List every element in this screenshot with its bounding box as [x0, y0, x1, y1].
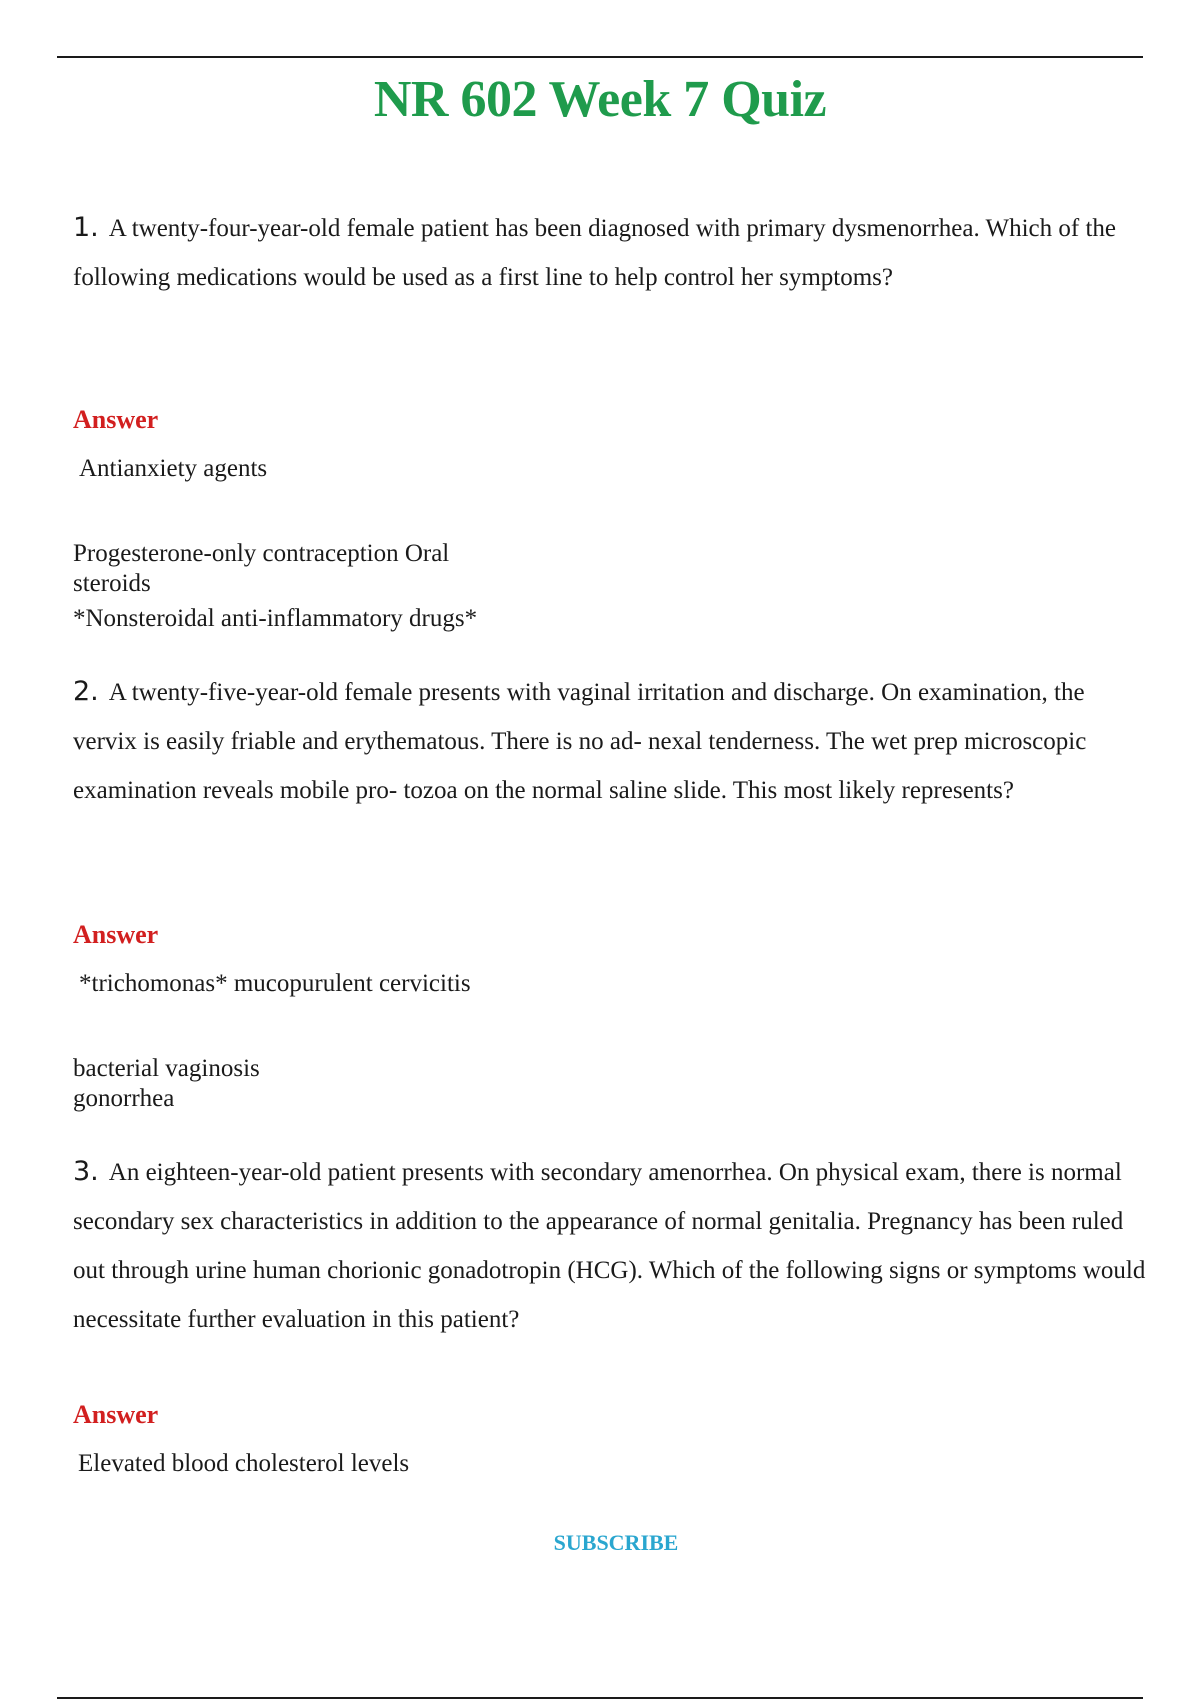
- q1-option-2: Progesterone-only contraception Oral: [73, 540, 450, 567]
- question-2-number: 2.: [73, 676, 99, 707]
- bottom-rule: [57, 1697, 1143, 1699]
- question-1-text: A twenty-four-year-old female patient has been diagnosed with primary dysmenorrhea. Which of the following medications would be used as a first line to help control her symptoms?: [73, 215, 1116, 291]
- question-3: [73, 1147, 1153, 1344]
- q2-option-3: gonorrhea: [73, 1085, 175, 1112]
- question-2-text: A twenty-five-year-old female presents with vaginal irritation and discharge. On examination, the vervix is easily friable and erythematous. There is no ad- nexal tenderness. The wet prep microscopic examination reveals mobile pro- tozoa on the normal saline slide. This most likely represents?: [73, 679, 1087, 804]
- subscribe-link[interactable]: SUBSCRIBE: [553, 1530, 679, 1555]
- q1-option-3: steroids: [73, 570, 151, 597]
- answer-label-2: Answer: [73, 920, 159, 949]
- question-1: [73, 203, 1153, 302]
- question-3-text: An eighteen-year-old patient presents with secondary amenorrhea. On physical exam, there is normal secondary sex characteristics in addition to the appearance of normal genitalia. Pregnancy has been ruled out through urine human chorionic gonadotropin (HCG). Which of the following signs or symptoms would necessitate further evaluation in this patient?: [73, 1159, 1146, 1333]
- question-1-number: 1.: [73, 212, 99, 243]
- q2-option-1: *trichomonas* mucopurulent cervicitis: [79, 970, 471, 997]
- answer-label-3: Answer: [73, 1400, 159, 1429]
- q2-option-2: bacterial vaginosis: [73, 1055, 260, 1082]
- page-title: NR 602 Week 7 Quiz: [373, 71, 827, 128]
- q1-option-4: *Nonsteroidal anti-inflammatory drugs*: [73, 605, 478, 632]
- answer-label-1: Answer: [73, 405, 159, 434]
- question-2: [73, 667, 1153, 815]
- question-3-number: 3.: [73, 1156, 99, 1187]
- q1-option-1: Antianxiety agents: [79, 455, 268, 482]
- top-rule: [57, 56, 1143, 58]
- q3-option-1: Elevated blood cholesterol levels: [78, 1450, 410, 1477]
